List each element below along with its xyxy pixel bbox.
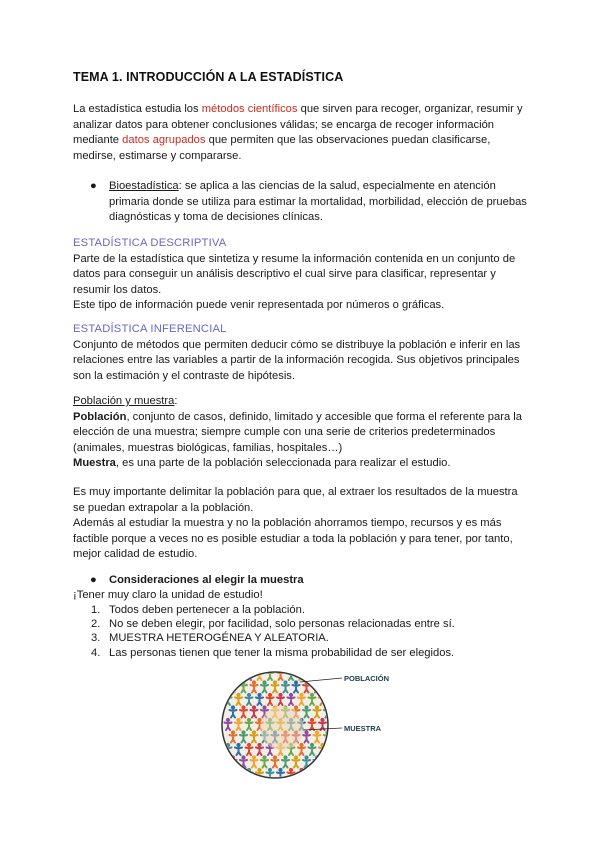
bullet-icon: ● <box>90 574 97 586</box>
importancia-p1: Es muy importante delimitar la población para que, al extraer los resultados de la muestra se puedan extrapolar a la población. <box>73 486 518 514</box>
bullet-icon: ● <box>90 180 97 192</box>
label-poblacion: POBLACIÓN <box>344 674 389 683</box>
importancia-p2: Además al estudiar la muestra y no la población ahorramos tiempo, recursos y es más factible porque a veces no es posible estudiar a toda la población y para tener, por tanto, mejor calidad de estudio. <box>73 517 513 561</box>
bioestadistica-term: Bioestadística <box>109 180 179 192</box>
list-item: 4. Las personas tienen que tener la misma probabilidad de ser elegidos. <box>91 646 455 659</box>
consideraciones-intro: ¡Tener muy claro la unidad de estudio! <box>73 589 263 601</box>
consideraciones-heading: Consideraciones al elegir la muestra <box>109 574 304 586</box>
descriptiva-p2: Este tipo de información puede venir representada por números o gráficas. <box>73 299 445 312</box>
muestra-definition: Muestra, es una parte de la población seleccionada para realizar el estudio. <box>73 457 451 470</box>
intro-paragraph: La estadística estudia los métodos científicos que sirven para recoger, organizar, resumir y analizar datos para obtener conclusiones válidas; se encarga de recoger información mediante datos agrupados que permiten que las observaciones puedan clasificarse, medirse, estimarse y compararse. <box>73 103 523 162</box>
list-item: 2. No se deben elegir, por facilidad, solo personas relacionadas entre sí. <box>91 618 455 631</box>
descriptiva-heading: ESTADÍSTICA DESCRIPTIVA <box>73 237 227 249</box>
sample-circle <box>260 706 304 750</box>
list-item: 1. Todos deben pertenecer a la población. <box>91 604 305 616</box>
importancia-section <box>73 485 528 563</box>
consideraciones-bullet <box>73 573 528 589</box>
list-item: 3. MUESTRA HETEROGÉNEA Y ALEATORIA. <box>91 632 329 645</box>
highlight-metodos: métodos científicos <box>201 103 298 115</box>
population-sample-figure <box>220 660 400 790</box>
poblacion-heading: Población y muestra <box>73 395 175 407</box>
bioestadistica-bullet: ● Bioestadística: se aplica a las ciencias de la salud, especialmente en atención primaria donde se utiliza para estimar la mortalidad, morbilidad, elección de pruebas diagnósticas y toma de decisiones clínicas. <box>90 180 527 224</box>
inferencial-section <box>73 322 528 384</box>
inferencial-heading: ESTADÍSTICA INFERENCIAL <box>73 323 227 335</box>
descriptiva-p1: Parte de la estadística que sintetiza y resume la información contenida en un conjunto de datos para conseguir un análisis descriptivo el cual sirve para clasificar, representar y resumir los datos. <box>73 252 516 296</box>
descriptiva-section <box>73 236 528 314</box>
highlight-datos-agrupados: datos agrupados <box>122 134 206 147</box>
population-illustration <box>220 660 400 790</box>
poblacion-definition: Población, conjunto de casos, definido, limitado y accesible que forma el referente para la elección de una muestra; siempre cumple con una serie de criterios predeterminados (animales, muestras biológicas, familias, hospitales…) <box>73 410 522 454</box>
consideraciones-list <box>73 603 528 660</box>
inferencial-p1: Conjunto de métodos que permiten deducir cómo se distribuye la población e inferir en las relaciones entre las variables a partir de la información recogida. Sus objetivos principales son la estimación y el contraste de hipótesis. <box>73 338 521 382</box>
poblacion-section: Población y muestra: Población, conjunto de casos, definido, limitado y accesible que forma el referente para la elección de una muestra; siempre cumple con una serie de criterios predeterminados (animales, muestras biológicas, familias, hospitales…) Muestra, es una parte de la población seleccionada para realizar el estudio. <box>73 394 528 472</box>
label-muestra: MUESTRA <box>344 724 382 733</box>
page-title: TEMA 1. INTRODUCCIÓN A LA ESTADÍSTICA <box>73 70 344 84</box>
